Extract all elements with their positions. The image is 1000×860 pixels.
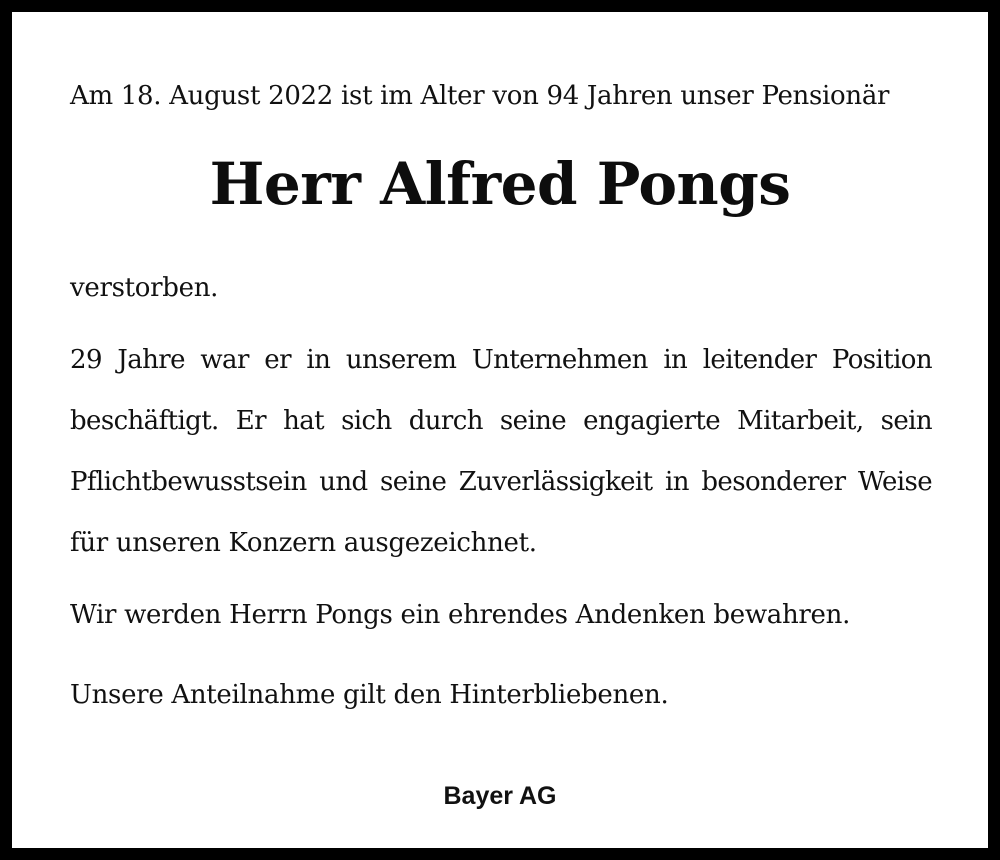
condolence-text: Unsere Anteilnahme gilt den Hinterbliebenen. (70, 680, 669, 710)
body-line: Pflichtbewusstsein und seine Zuverlässigkeit in besonderer Weise (70, 467, 932, 497)
deceased-text: verstorben. (70, 273, 219, 303)
remembrance-text: Wir werden Herrn Pongs ein ehrendes Andenken bewahren. (70, 600, 851, 630)
body-line: 29 Jahre war er in unserem Unternehmen in leitender Position (70, 345, 932, 375)
deceased-name: Herr Alfred Pongs (209, 150, 791, 218)
company-signature: Bayer AG (443, 782, 557, 810)
body-line: beschäftigt. Er hat sich durch seine engagierte Mitarbeit, sein (70, 406, 932, 436)
body-line: für unseren Konzern ausgezeichnet. (70, 528, 537, 558)
intro-text: Am 18. August 2022 ist im Alter von 94 Jahren unser Pensionär (70, 81, 890, 111)
